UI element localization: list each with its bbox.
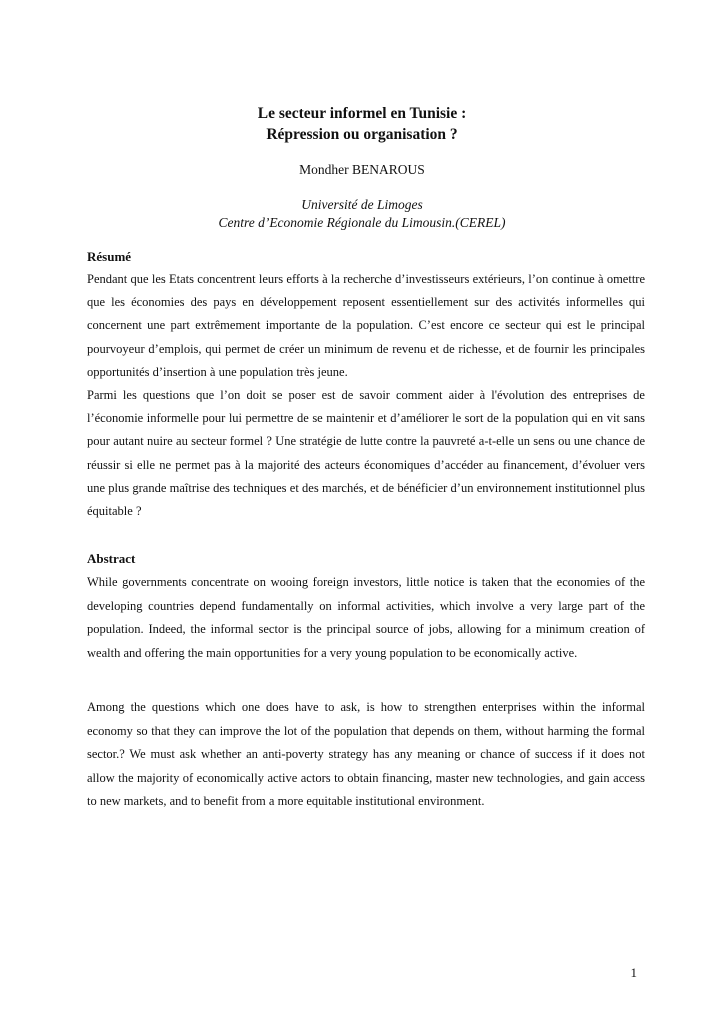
abstract-paragraph-2: Among the questions which one does have to ask, is how to strengthen enterprises within the informal economy so that they can improve the lot of the population that depends on them, without harming the formal sector.? We must ask whether an anti-poverty strategy has any meaning or chance of success if it does not allow the majority of economically active actors to obtain financing, master new technologies, and gain access to new markets, and to benefit from a more equitable institutional environment.	[87, 700, 645, 809]
affiliation	[0, 196, 724, 232]
title-line-1: Le secteur informel en Tunisie :	[257, 105, 467, 122]
affiliation-line-1: Université de Limoges	[301, 197, 423, 212]
abstract-heading: Abstract	[87, 551, 136, 566]
page-number: 1	[630, 965, 637, 980]
resume-heading: Résumé	[87, 249, 132, 264]
resume-paragraph-2: Parmi les questions que l’on doit se poser est de savoir comment aider à l'évolution des entreprises de l’économie informelle pour lui permettre de se maintenir et d’améliorer le sort de la population qui en vit sans pour autant nuire au secteur formel ? Une stratégie de lutte contre la pauvreté a-t-elle un sens ou une chance de réussir si elle ne permet pas à la majorité des acteurs économiques d’accéder au financement, d’évoluer vers une plus grande maîtrise des techniques et des marchés, et de bénéficier d’un environnement institutionnel plus équitable ?	[87, 388, 645, 519]
affiliation-line-2: Centre d’Economie Régionale du Limousin.(CEREL)	[218, 215, 506, 230]
resume-paragraph-1: Pendant que les Etats concentrent leurs efforts à la recherche d’investisseurs extérieurs, l’on continue à omettre que les économies des pays en développement reposent essentiellement sur des activités informelles qui concernent une part extrêmement importante de la population. C’est encore ce secteur qui est le principal pourvoyeur d’emplois, qui permet de créer un minimum de revenu et de richesse, et de fournir les principales opportunités d’insertion à une population très jeune.	[87, 272, 645, 379]
title-block	[0, 103, 724, 145]
title-line-2: Répression ou organisation ?	[266, 126, 458, 143]
abstract-paragraph-1: While governments concentrate on wooing foreign investors, little notice is taken that the economies of the developing countries depend fundamentally on informal activities, which involve a very large part of the population. Indeed, the informal sector is the principal source of jobs, allowing for a minimum creation of wealth and offering the main opportunities for a very young population to be economically active.	[87, 575, 645, 660]
author-name: Mondher BENAROUS	[299, 162, 425, 177]
